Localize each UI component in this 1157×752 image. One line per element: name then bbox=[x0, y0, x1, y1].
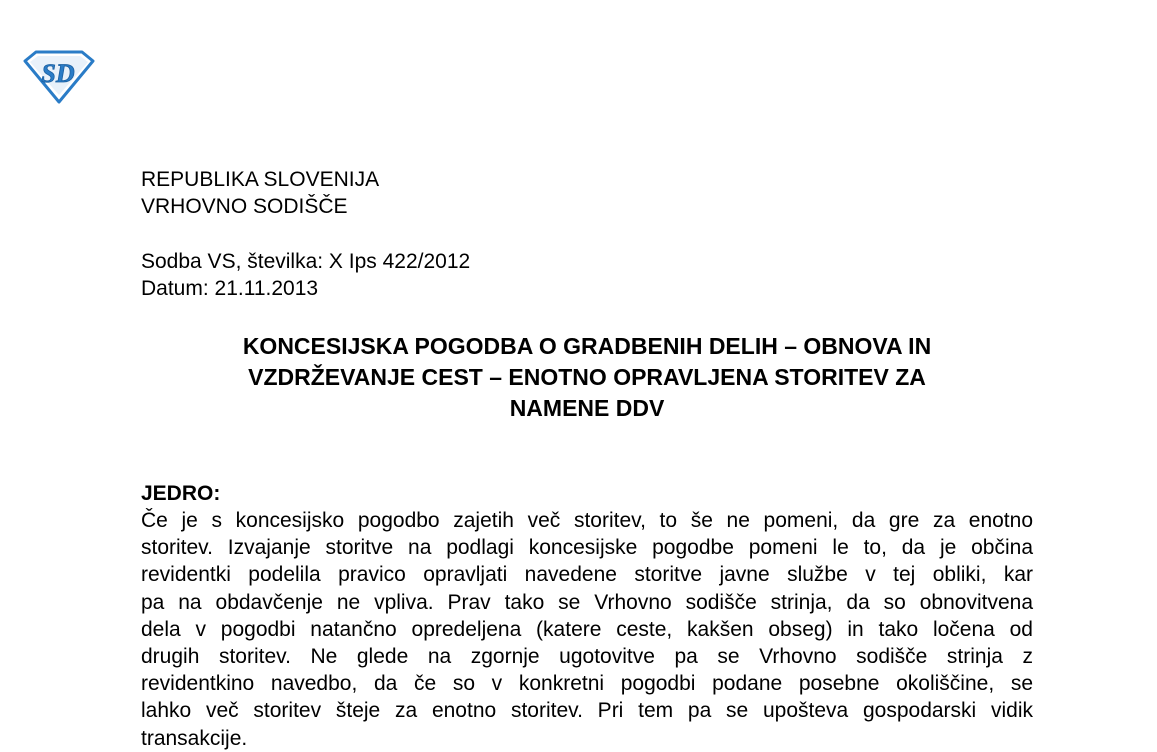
jedro-heading: JEDRO: bbox=[141, 482, 221, 505]
country-name: REPUBLIKA SLOVENIJA bbox=[141, 168, 380, 191]
jedro-line: Če je s koncesijsko pogodbo zajetih več storitev, to še ne pomeni, da gre za enotno bbox=[141, 509, 1033, 532]
title-line-3: NAMENE DDV bbox=[509, 395, 665, 421]
title-line-2: VZDRŽEVANJE CEST – ENOTNO OPRAVLJENA STORITEV ZA bbox=[248, 364, 926, 390]
title-line-1: KONCESIJSKA POGODBA O GRADBENIH DELIH – OBNOVA IN bbox=[242, 333, 932, 359]
jedro-line: transakcije. bbox=[141, 726, 248, 750]
jedro-line: revidentkino navedbo, da če so v konkretni pogodbi podane posebne okoliščine, se bbox=[141, 672, 1033, 696]
document-title bbox=[141, 331, 1033, 424]
svg-text:SD: SD bbox=[41, 59, 75, 88]
case-info bbox=[141, 248, 470, 302]
jedro-line: revidentki podelila pravico opravljati navedene storitve javne službe v tej obliki, kar bbox=[141, 563, 1033, 587]
jedro-line: dela v pogodbi natančno opredeljena (katere ceste, kakšen obseg) in tako ločena od bbox=[141, 617, 1033, 641]
court-name: VRHOVNO SODIŠČE bbox=[141, 195, 348, 218]
jedro-line: storitev. Izvajanje storitve na podlagi koncesijske pogodbe pomeni le to, da je občina bbox=[141, 536, 1033, 560]
court-header bbox=[141, 166, 379, 220]
case-date: Datum: 21.11.2013 bbox=[141, 277, 319, 300]
case-number: Sodba VS, številka: X Ips 422/2012 bbox=[141, 250, 471, 273]
jedro-line: lahko več storitev šteje za enotno storitev. Pri tem pa se upošteva gospodarski vidik bbox=[141, 699, 1033, 723]
jedro-body bbox=[141, 507, 1033, 752]
jedro-line: drugih storitev. Ne glede na zgornje ugotovitve pa se Vrhovno sodišče strinja z bbox=[141, 644, 1033, 668]
jedro-line: pa na obdavčenje ne vpliva. Prav tako se Vrhovno sodišče strinja, da so obnovitvena bbox=[141, 590, 1033, 614]
court-logo-icon bbox=[22, 49, 96, 105]
